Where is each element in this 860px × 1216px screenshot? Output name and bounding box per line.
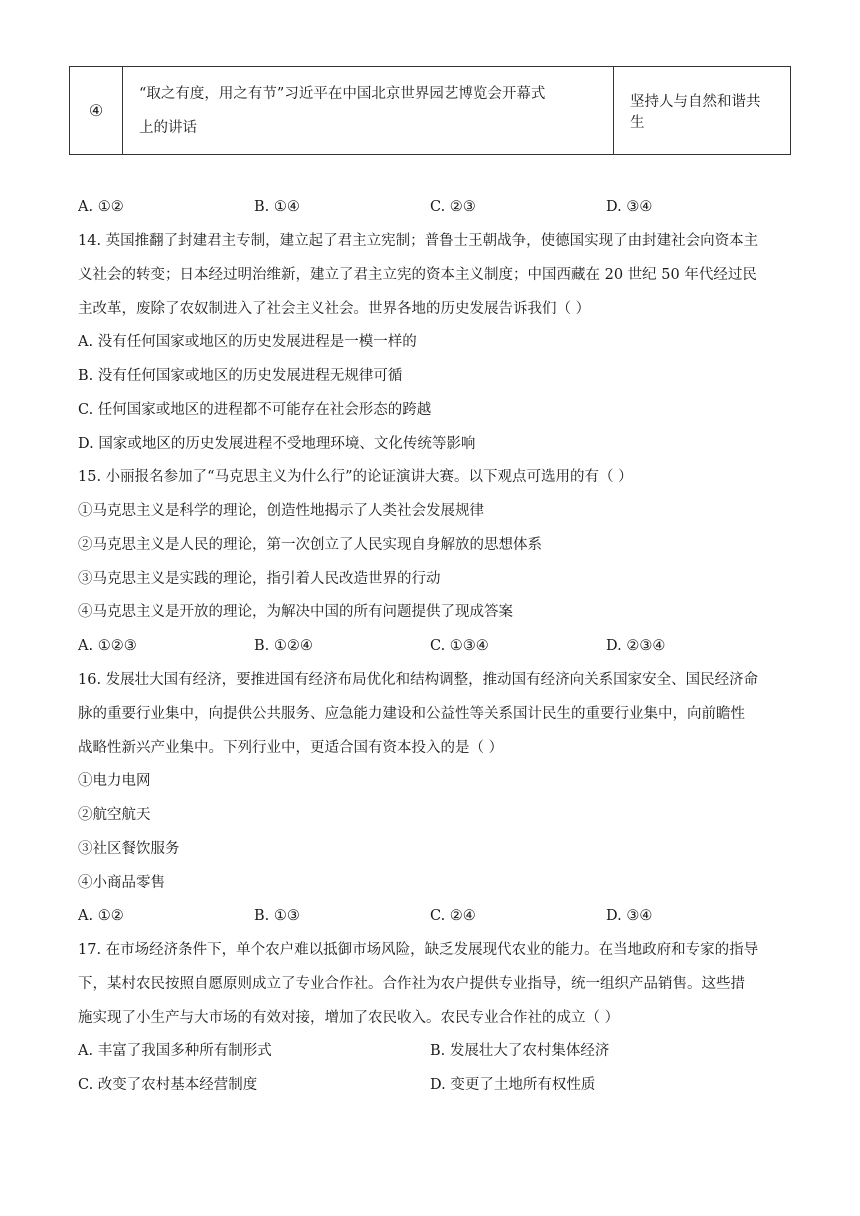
comparison-table xyxy=(69,66,791,155)
q14-stem-line3: 主改革，废除了农奴制进入了社会主义社会。世界各地的历史发展告诉我们（ ） xyxy=(78,301,591,317)
row-content xyxy=(123,67,614,155)
q16-stem-line2: 脉的重要行业集中，向提供公共服务、应急能力建设和公益性等关系国计民生的重要行业集中，向前瞻性 xyxy=(78,706,745,722)
q17-option-a[interactable]: A. 丰富了我国多种所有制形式 xyxy=(78,1043,272,1059)
q16-stem-line3: 战略性新兴产业集中。下列行业中，更适合国有资本投入的是（ ） xyxy=(78,740,504,756)
q14-option-d[interactable]: D. 国家或地区的历史发展进程不受地理环境、文化传统等影响 xyxy=(78,436,476,452)
q16-option-b[interactable]: B. ①③ xyxy=(254,908,300,924)
q17-stem-line1: 17. 在市场经济条件下，单个农户难以抵御市场风险，缺乏发展现代农业的能力。在当地政府和专家的指导 xyxy=(78,942,759,958)
q15-option-a[interactable]: A. ①②③ xyxy=(78,638,137,654)
q17-option-d[interactable]: D. 变更了土地所有权性质 xyxy=(430,1077,596,1093)
q13-option-a[interactable]: A. ①② xyxy=(78,199,124,215)
q15-option-d[interactable]: D. ②③④ xyxy=(606,638,666,654)
q16-option-a[interactable]: A. ①② xyxy=(78,908,124,924)
q17-stem-line2: 下，某村农民按照自愿原则成立了专业合作社。合作社为农户提供专业指导，统一组织产品销售。这些措 xyxy=(78,976,745,992)
q15-item-1: ①马克思主义是科学的理论，创造性地揭示了人类社会发展规律 xyxy=(78,503,484,519)
q15-option-b[interactable]: B. ①②④ xyxy=(254,638,313,654)
row-content-line1: “取之有度，用之有节”习近平在中国北京世界园艺博览会开幕式 xyxy=(139,85,546,102)
q14-stem-line1: 14. 英国推翻了封建君主专制，建立起了君主立宪制；普鲁士王朝战争，使德国实现了由封建社会向资本主 xyxy=(78,233,759,249)
q15-item-3: ③马克思主义是实践的理论，指引着人民改造世界的行动 xyxy=(78,571,441,587)
q15-option-c[interactable]: C. ①③④ xyxy=(430,638,489,654)
q16-item-2: ②航空航天 xyxy=(78,807,151,823)
q15-item-2: ②马克思主义是人民的理论，第一次创立了人民实现自身解放的思想体系 xyxy=(78,537,542,553)
q14-option-b[interactable]: B. 没有任何国家或地区的历史发展进程无规律可循 xyxy=(78,368,403,384)
q16-option-c[interactable]: C. ②④ xyxy=(430,908,476,924)
q13-option-c[interactable]: C. ②③ xyxy=(430,199,476,215)
row-number: ④ xyxy=(70,67,123,155)
q16-option-d[interactable]: D. ③④ xyxy=(606,908,653,924)
q13-option-b[interactable]: B. ①④ xyxy=(254,199,300,215)
q16-stem-line1: 16. 发展壮大国有经济，要推进国有经济布局优化和结构调整，推动国有经济向关系国家安全、国民经济命 xyxy=(78,672,759,688)
q17-option-b[interactable]: B. 发展壮大了农村集体经济 xyxy=(430,1043,610,1059)
q13-option-d[interactable]: D. ③④ xyxy=(606,199,653,215)
q16-item-3: ③社区餐饮服务 xyxy=(78,841,180,857)
q14-option-a[interactable]: A. 没有任何国家或地区的历史发展进程是一模一样的 xyxy=(78,334,417,350)
q17-stem-line3: 施实现了小生产与大市场的有效对接，增加了农民收入。农民专业合作社的成立（ ） xyxy=(78,1010,620,1026)
q14-option-c[interactable]: C. 任何国家或地区的进程都不可能存在社会形态的跨越 xyxy=(78,402,432,418)
q14-stem-line2: 义社会的转变；日本经过明治维新，建立了君主立宪的资本主义制度；中国西藏在 20 世纪 50 年代经过民 xyxy=(78,267,757,283)
q16-item-4: ④小商品零售 xyxy=(78,875,165,891)
row-content-line2: 上的讲话 xyxy=(139,119,197,136)
q16-item-1: ①电力电网 xyxy=(78,773,151,789)
table-row xyxy=(70,67,791,155)
q17-option-c[interactable]: C. 改变了农村基本经营制度 xyxy=(78,1077,258,1093)
q15-item-4: ④马克思主义是开放的理论，为解决中国的所有问题提供了现成答案 xyxy=(78,604,513,620)
q15-stem: 15. 小丽报名参加了“马克思主义为什么行”的论证演讲大赛。以下观点可选用的有（ ） xyxy=(78,469,633,485)
row-conclusion: 坚持人与自然和谐共生 xyxy=(614,67,791,155)
